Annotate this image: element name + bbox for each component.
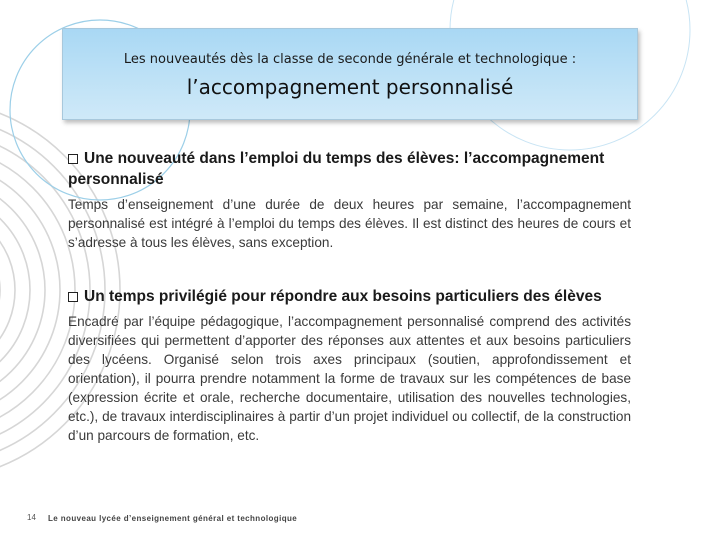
checkbox-bullet-icon <box>68 154 78 164</box>
section-2-body: Encadré par l’équipe pédagogique, l’accompagnement personnalisé comprend des activités diversifiées qui permettent d’apporter des réponses aux attentes et aux besoins particuliers des lycéens. Organisé selon trois axes principaux (soutien, approfondissement et orientation), il pourra prendre notamment la forme de travaux sur les compétences de base (expression écrite et orale, recherche documentaire, utilisation des nouvelles technologies, etc.), de travaux interdisciplinaires à partir d’un projet individuel ou collectif, de la construction d’un parcours de formation, etc. <box>68 314 631 443</box>
section-1 <box>68 148 631 252</box>
title-box <box>62 28 638 120</box>
section-1-body: Temps d’enseignement d’une durée de deux heures par semaine, l’accompagnement personnalisé est intégré à l’emploi du temps des élèves. Il est distinct des heures de cours et s’adresse à tous les élèves, sans exception. <box>68 197 631 250</box>
page-number: 14 <box>27 513 36 522</box>
footer-text: Le nouveau lycée d’enseignement général et technologique <box>48 514 298 523</box>
section-2-heading <box>68 286 631 307</box>
checkbox-bullet-icon <box>68 292 78 302</box>
title-line-1: Les nouveautés dès la classe de seconde générale et technologique : <box>123 52 577 67</box>
section-2 <box>68 286 631 445</box>
section-1-heading-text: Une nouveauté dans l’emploi du temps des élèves: l’accompagnement personnalisé <box>68 150 605 188</box>
section-1-heading <box>68 148 631 190</box>
section-2-heading-text: Un temps privilégié pour répondre aux besoins particuliers des élèves <box>84 288 602 305</box>
title-line-2: l’accompagnement personnalisé <box>186 75 514 99</box>
